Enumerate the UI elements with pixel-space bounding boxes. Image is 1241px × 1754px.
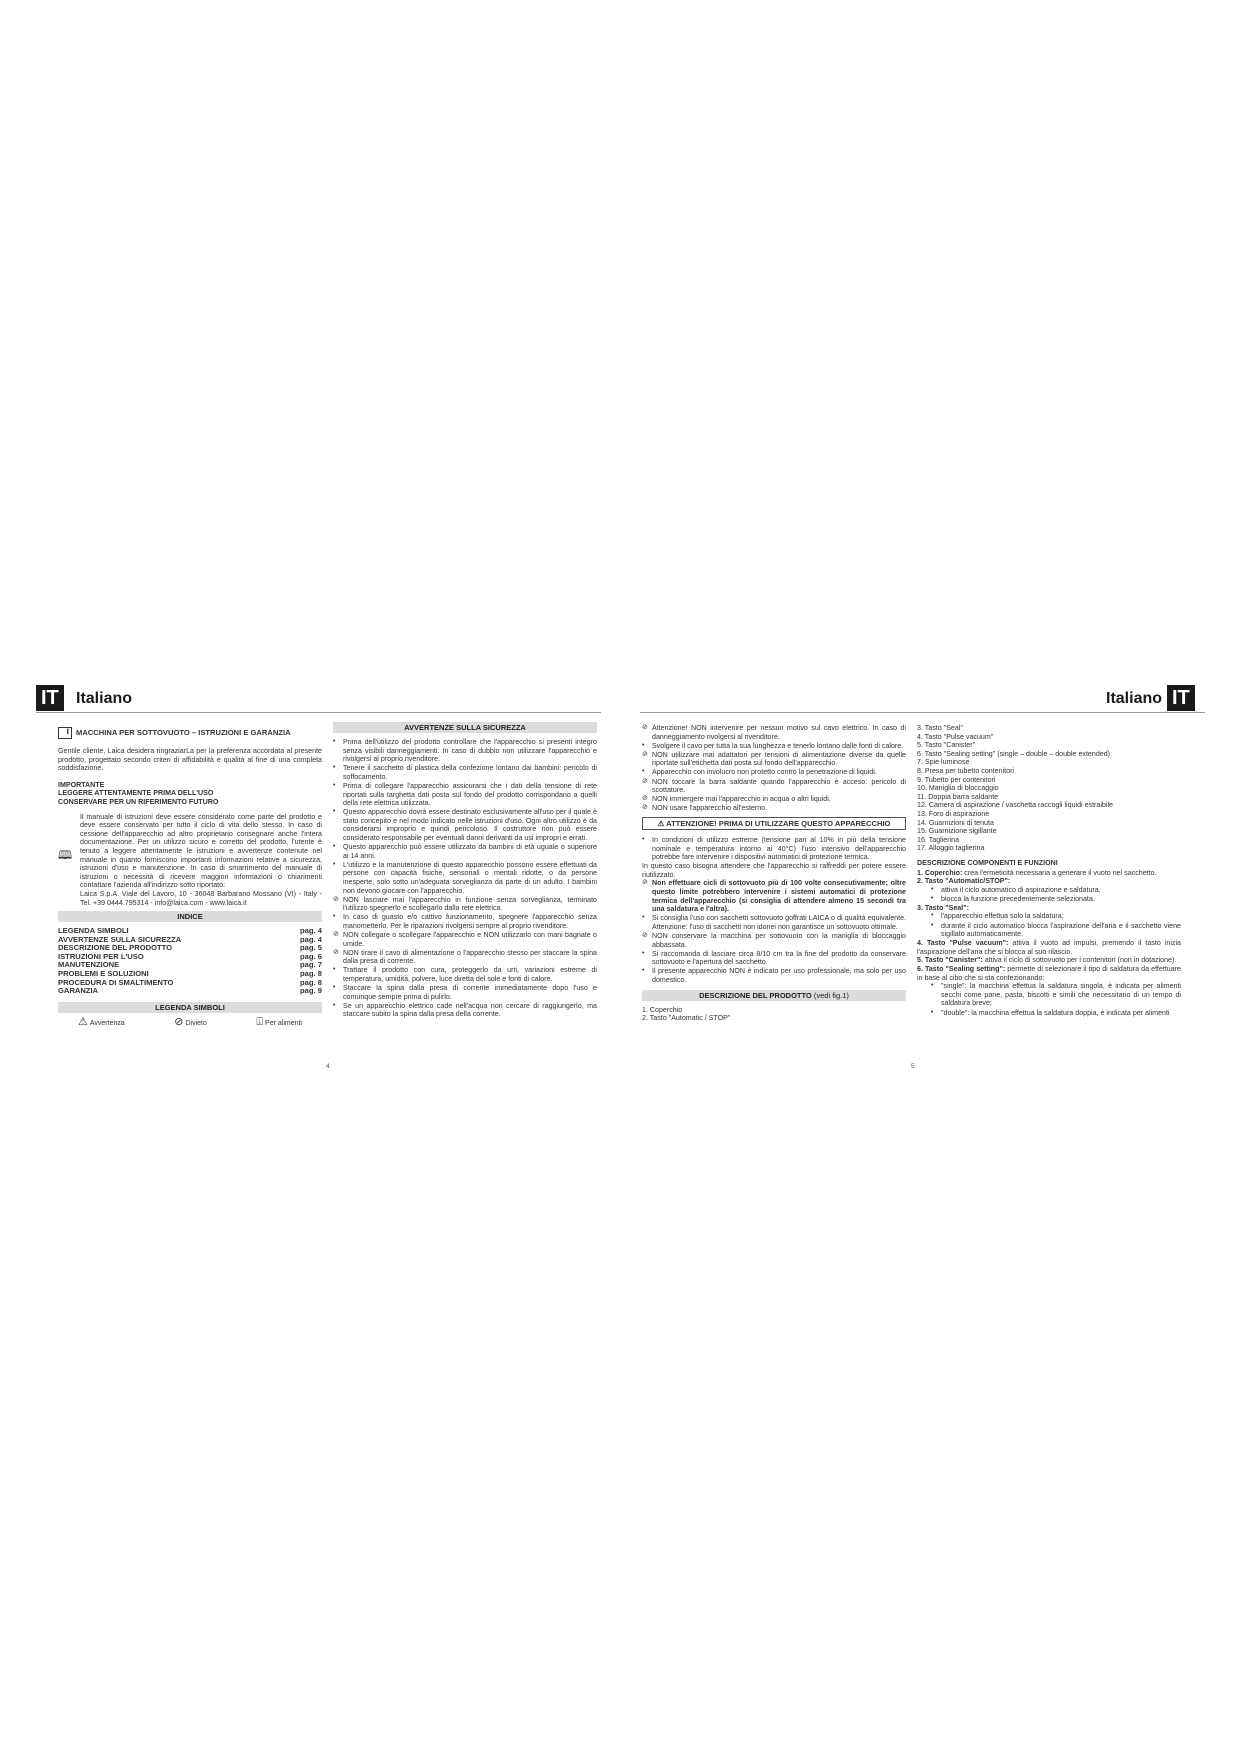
thermal-text: In condizioni di utilizzo estreme (tensione pari al 10% in più della tensione nominale e temperatura intorno ai 40°C) l'uso intensivo dell'apparecchio potrebbe fare intervenire i dispositivi automatici di protezione termica. xyxy=(652,835,906,862)
important-block xyxy=(58,781,322,807)
legend-warning xyxy=(78,1015,125,1029)
warning-item xyxy=(642,724,906,741)
intro-paragraph: Gentile cliente, Laica desidera ringraziarLa per la preferenza accordata al presente prodotto, progettato secondo criteri di affidabilità e qualità al fine di una completa soddisfazione. xyxy=(58,747,322,773)
warning-item xyxy=(642,751,906,768)
prohibition-icon: ⊘ xyxy=(174,1015,184,1028)
function-5-text: attiva il ciclo di sottovuoto per i contenitori (non in dotazione). xyxy=(982,956,1177,965)
manual-notice-text: Il manuale di istruzioni deve essere considerato come parte del prodotto e deve essere conservato per tutto il ciclo di vita dello stesso. In caso di cessione dell'apparecchio ad altro proprietario consegnare anche l'intera documentazione. Per un utilizzo sicuro e corretto del prodotto, l'utente è tenuto a leggere attentamente le istruzioni e avvertenze contenute nel manuale in quanto forniscono importanti informazioni relative a sicurezza, istruzioni d'uso e manutenzione. In caso di smarrimento del manuale di istruzioni o necessità di ricevere maggiori informazioni o chiarimenti contattare l'azienda all'indirizzo sotto riportato: xyxy=(80,812,322,890)
product-part-item: 3. Tasto "Seal" xyxy=(917,724,963,732)
safety-text: Questo apparecchio può essere utilizzato da bambini di età uguale o superiore ai 14 anni. xyxy=(343,843,597,860)
usage-note-text: Si raccomanda di lasciare circa 8/10 cm tra la fine del prodotto da conservare sottovuoto e l'apertura del sacchetto. xyxy=(652,949,906,967)
index-label: ISTRUZIONI PER L'USO xyxy=(58,951,144,961)
right-column-2 xyxy=(917,724,1181,1018)
function-5-head: 5. Tasto "Canister": xyxy=(917,956,983,965)
usage-note-text: Il presente apparecchio NON è indicato per uso professionale, ma solo per uso domestico. xyxy=(652,967,906,984)
sub-bullet-text: l'apparecchio effettua solo la saldatura; xyxy=(941,912,1064,921)
legend-prohibition-label: Divieto xyxy=(185,1019,207,1027)
sub-bullet-text: "double": la macchina effettua la saldatura doppia, è indicata per alimenti xyxy=(941,1008,1170,1017)
safety-text: NON tirare il cavo di alimentazione o l'apparecchio stesso per staccare la spina dalla presa di corrente. xyxy=(343,948,597,966)
bullet-icon: • xyxy=(642,741,645,749)
bullet-icon: • xyxy=(333,843,336,851)
index-page: pag. 8 xyxy=(300,969,322,979)
warning-text: NON usare l'apparecchio all'esterno. xyxy=(652,804,768,813)
open-book-icon: 🕮 xyxy=(58,847,73,862)
function-4-head: 4. Tasto "Pulse vacuum": xyxy=(917,939,1009,948)
right-column-1 xyxy=(642,724,906,1023)
sub-bullet-text: "single": la macchina effettua la saldatura singola, è indicata per alimenti secchi come pane, pasta, biscotti e simili che necessitano di un tempo di saldatura breve; xyxy=(941,982,1181,1008)
function-2-head: 2. Tasto "Automatic/STOP": xyxy=(917,877,1011,886)
warning-item xyxy=(642,795,906,804)
bullet-icon: • xyxy=(333,913,336,921)
bullet-icon: • xyxy=(333,1001,336,1009)
index-row xyxy=(58,987,322,996)
bullet-icon: • xyxy=(931,982,934,990)
product-part-item: 1. Coperchio xyxy=(642,1005,683,1014)
function-2-list xyxy=(917,886,1181,904)
product-part-item: 10. Maniglia di bloccaggio xyxy=(917,784,999,793)
legend-warning-label: Avvertenza xyxy=(89,1019,125,1027)
function-5 xyxy=(917,956,1181,965)
index-page: pag. 4 xyxy=(300,934,322,944)
functions-heading: DESCRIZIONE COMPONENTI E FUNZIONI xyxy=(917,858,1058,867)
bullet-icon: • xyxy=(333,966,336,974)
usage-note-text: NON conservare la macchina per sottovuoto con la maniglia di bloccaggio abbassata. xyxy=(652,931,906,949)
safety-item xyxy=(333,738,597,764)
safety-text: NON collegare o scollegare l'apparecchio e NON utilizzarlo con mani bagnate o umide. xyxy=(343,931,597,948)
safety-item xyxy=(333,843,597,860)
warning-text: NON immergere mai l'apparecchio in acqua o altri liquidi. xyxy=(652,795,831,804)
food-safe-icon: ⍗ xyxy=(256,1015,264,1028)
important-line-2: LEGGERE ATTENTAMENTE PRIMA DELL'USO xyxy=(58,789,214,798)
function-4-text: attiva il vuoto ad impulsi, premendo il tasto inizia l'aspirazione dell'aria che si blocca al suo rilascio. xyxy=(917,939,1181,956)
usage-note-item xyxy=(642,932,906,949)
product-part-item: 17. Alloggio taglierina xyxy=(917,844,985,853)
product-part-item: 5. Tasto "Canister" xyxy=(917,741,976,750)
bullet-icon: • xyxy=(931,885,934,893)
function-1-head: 1. Coperchio: xyxy=(917,868,963,877)
language-code-badge-right: IT xyxy=(1167,685,1195,711)
legend-prohibition xyxy=(174,1015,207,1029)
safety-item xyxy=(333,949,597,966)
sub-bullet-item xyxy=(931,982,1181,1008)
index-page: pag. 8 xyxy=(300,977,322,987)
index-label: PROCEDURA DI SMALTIMENTO xyxy=(58,977,174,987)
page-number-right: 5 xyxy=(911,1063,915,1070)
manual-notice xyxy=(58,813,322,908)
index-label: PROBLEMI E SOLUZIONI xyxy=(58,969,149,979)
info-book-icon xyxy=(58,727,72,739)
warning-text: NON toccare la barra saldante quando l'apparecchio è acceso: pericolo di scottature. xyxy=(652,777,906,795)
bullet-icon: • xyxy=(333,984,336,992)
header-rule-left xyxy=(36,712,601,713)
legend-food-label: Per alimenti xyxy=(265,1019,302,1027)
header-rule-right xyxy=(640,712,1205,713)
language-title-left: Italiano xyxy=(76,690,133,707)
index-page: pag. 5 xyxy=(300,943,322,953)
safety-text: Trattare il prodotto con cura, proteggerlo da urti, variazioni estreme di temperatura, umidità, polvere, luce diretta del sole e fonti di calore. xyxy=(343,966,597,984)
function-6 xyxy=(917,965,1181,982)
bullet-icon: • xyxy=(931,894,934,902)
product-description-title: DESCRIZIONE DEL PRODOTTO xyxy=(699,990,812,1000)
product-part-item: 9. Tubetto per contenitori xyxy=(917,775,996,784)
left-column-1 xyxy=(58,727,322,1028)
safety-text: Prima dell'utilizzo del prodotto controllare che l'apparecchio si presenti integro senza visibili danneggiamenti. In caso di dubbio non utilizzare l'apparecchio e rivolgersi al proprio rivenditore. xyxy=(343,738,597,764)
product-parts-list xyxy=(917,724,1181,853)
safety-text: Prima di collegare l'apparecchio assicurarsi che i dati della tensione di rete riportati sulla targhetta dati posta sul fondo del prodotto corrispondano a quelli della rete elettrica utilizzata. xyxy=(343,781,597,808)
product-part-item: 7. Spie luminose xyxy=(917,758,970,767)
attention-box xyxy=(642,817,906,830)
product-part-item: 8. Presa per tubetto contenitori xyxy=(917,766,1015,775)
product-part-item: 13. Foro di aspirazione xyxy=(917,809,990,818)
thermal-item xyxy=(642,836,906,862)
usage-note-item xyxy=(642,914,906,931)
function-3-list xyxy=(917,912,1181,938)
function-3-head: 3. Tasto "Seal": xyxy=(917,903,969,912)
index-label: LEGENDA SIMBOLI xyxy=(58,926,129,936)
bullet-icon: • xyxy=(931,921,934,929)
bullet-icon: • xyxy=(642,914,645,922)
warning-triangle-icon: ⚠ xyxy=(78,1015,88,1028)
bullet-icon: • xyxy=(931,1008,934,1016)
thermal-list xyxy=(642,836,906,862)
safety-heading: AVVERTENZE SULLA SICUREZZA xyxy=(333,722,597,733)
prohibition-icon: ⊘ xyxy=(333,931,339,939)
warning-text: Attenzione! NON intervenire per nessun motivo sul cavo elettrico. In caso di danneggiamento rivolgersi al rivenditore. xyxy=(652,724,906,741)
language-code-badge-left: IT xyxy=(36,685,64,711)
important-line-3: CONSERVARE PER UN RIFERIMENTO FUTURO xyxy=(58,797,219,806)
sub-bullet-item xyxy=(931,922,1181,939)
important-line-1: IMPORTANTE xyxy=(58,780,105,789)
safety-item xyxy=(333,861,597,895)
prohibition-icon: ⊘ xyxy=(642,931,648,939)
prohibition-icon: ⊘ xyxy=(642,795,648,803)
prohibition-icon: ⊘ xyxy=(333,948,339,956)
warning-item xyxy=(642,742,906,751)
safety-item xyxy=(333,966,597,983)
page-number-left: 4 xyxy=(326,1063,330,1070)
safety-text: NON lasciare mai l'apparecchio in funzione senza sorveglianza, terminato l'utilizzo spegnerlo e scollegarlo dalla rete elettrica. xyxy=(343,895,597,913)
product-part-item: 12. Camera di aspirazione / vaschetta raccogli liquidi estraibile xyxy=(917,801,1113,810)
product-part-item: 14. Guarnizioni di tenuta xyxy=(917,818,994,827)
bullet-icon: • xyxy=(333,860,336,868)
product-part-item: 11. Doppia barra saldante xyxy=(917,792,999,801)
product-part-item: 2. Tasto "Automatic / STOP" xyxy=(642,1014,731,1023)
legend-symbols xyxy=(58,1015,322,1029)
attention-warning-icon: ⚠ xyxy=(657,818,665,828)
warning-text: Apparecchio con involucro non protetto contro la penetrazione di liquidi. xyxy=(652,768,877,777)
sub-bullet-item xyxy=(931,1009,1181,1018)
function-6-head: 6. Tasto "Sealing setting": xyxy=(917,965,1006,974)
bold-warning-text: Non effettuare cicli di sottovuoto più di 100 volte consecutivamente; oltre questo limite potrebbero intervenire i sistemi automatici di protezione termica dell'apparecchio (si consiglia di attendere almeno 15 secondi tra una saldatura e l'altra). xyxy=(652,879,906,914)
product-description-suffix: (vedi fig.1) xyxy=(813,990,849,1000)
bold-warning-list xyxy=(642,879,906,913)
safety-item xyxy=(333,896,597,913)
manual-title-text: MACCHINA PER SOTTOVUOTO – ISTRUZIONI E GARANZIA xyxy=(76,727,291,737)
warnings-list xyxy=(642,724,906,813)
legend-food xyxy=(256,1015,302,1029)
sub-bullet-item xyxy=(931,895,1181,904)
bullet-icon: • xyxy=(333,764,336,772)
bullet-icon: • xyxy=(333,781,336,789)
prohibition-icon: ⊘ xyxy=(333,895,339,903)
index-label: AVVERTENZE SULLA SICUREZZA xyxy=(58,934,182,944)
index-list xyxy=(58,927,322,996)
bullet-icon: • xyxy=(642,835,645,843)
function-4 xyxy=(917,939,1181,956)
function-1-text: crea l'ermeticità necessaria a generare il vuoto nel sacchetto. xyxy=(962,868,1157,877)
usage-note-item xyxy=(642,967,906,984)
prohibition-icon: ⊘ xyxy=(642,724,648,731)
prohibition-icon: ⊘ xyxy=(642,777,648,785)
index-label: MANUTENZIONE xyxy=(58,960,120,970)
index-page: pag. 9 xyxy=(300,986,322,996)
function-6-list xyxy=(917,982,1181,1017)
prohibition-icon: ⊘ xyxy=(642,750,648,758)
prohibition-icon: ⊘ xyxy=(642,879,648,887)
bullet-icon: • xyxy=(642,768,645,776)
attention-box-text: ATTENZIONE! PRIMA DI UTILIZZARE QUESTO APPARECCHIO xyxy=(666,818,891,828)
language-title-right: Italiano xyxy=(1106,690,1163,707)
safety-text: L'utilizzo e la manutenzione di questo apparecchio possono essere effettuati da persone con capacità fisiche, sensoriali o mentali ridotte, o da persone inesperte, solo sotto un'adeguata sorveglianza da parte di un adulto. I bambini non devono giocare con l'apparecchio. xyxy=(343,860,597,895)
safety-text: Tenere il sacchetto di plastica della confezione lontano dai bambini: pericolo di soffocamento. xyxy=(343,764,597,781)
index-label: GARANZIA xyxy=(58,986,99,996)
function-6-text: permette di selezionare il tipo di saldatura da effettuare in base al cibo che si sta confezionando: xyxy=(917,965,1181,982)
index-page: pag. 6 xyxy=(300,951,322,961)
safety-item xyxy=(333,782,597,808)
safety-item xyxy=(333,1002,597,1019)
cooldown-text: In questo caso bisogna attendere che l'apparecchio si raffreddi per potere essere riutilizzato. xyxy=(642,862,906,879)
product-part-item: 6. Tasto "Sealing setting" (single – double – double extended) xyxy=(917,749,1111,758)
left-column-2 xyxy=(333,722,597,1020)
usage-notes-list xyxy=(642,914,906,984)
product-parts-list-start xyxy=(642,1006,906,1023)
safety-item xyxy=(333,808,597,842)
safety-item xyxy=(333,984,597,1001)
safety-text: Staccare la spina dalla presa di corrente immediatamente dopo l'uso e comunque sempre prima di pulirlo. xyxy=(343,984,597,1001)
prohibition-icon: ⊘ xyxy=(642,804,648,812)
manual-title xyxy=(58,727,322,739)
safety-text: Questo apparecchio dovrà essere destinato esclusivamente all'uso per il quale è stato concepito e nel modo indicato nelle istruzioni d'uso. Ogni altro utilizzo è da considerarsi improprio e quindi pericoloso. Il costruttore non può essere considerato responsabile per eventuali danni derivanti da usi impropri e errati. xyxy=(343,808,597,843)
product-part-item: 15. Guarnizione sigillante xyxy=(917,827,997,836)
index-heading: INDICE xyxy=(58,911,322,922)
bullet-icon: • xyxy=(333,808,336,816)
sub-bullet-item xyxy=(931,912,1181,921)
product-part-item: 16. Taglierina xyxy=(917,835,960,844)
sub-bullet-item xyxy=(931,886,1181,895)
function-1 xyxy=(917,869,1181,878)
warning-text: NON utilizzare mai adattatori per tensioni di alimentazione diverse da quelle riportate sull'etichetta dati posta sul fondo dell'apparecchio. xyxy=(652,750,906,768)
safety-text: Se un apparecchio elettrico cade nell'acqua non cercare di raggiungerlo, ma staccare subito la spina dalla presa della corrente. xyxy=(343,1001,597,1019)
usage-note-item xyxy=(642,950,906,967)
sub-bullet-text: durante il ciclo automatico blocca l'aspirazione dell'aria e il sacchetto viene sigillato automaticamente. xyxy=(941,921,1181,939)
index-page: pag. 7 xyxy=(300,960,322,970)
bullet-icon: • xyxy=(642,967,645,975)
warning-item xyxy=(642,768,906,777)
sub-bullet-text: blocca la funzione precedentemente selezionata. xyxy=(941,894,1095,903)
safety-text: In caso di guasto e/o cattivo funzionamento, spegnere l'apparecchio senza manometterlo. Per le riparazioni rivolgersi sempre al proprio rivenditore. xyxy=(343,913,597,930)
company-address: Laica S.p.A. Viale del Lavoro, 10 - 36048 Barbarano Mossano (VI) - Italy - Tel. +39 0444.795314 - info@laica.com - www.laica.it xyxy=(80,889,322,907)
safety-item xyxy=(333,764,597,781)
warning-text: Svolgere il cavo per tutta la sua lunghezza e tenerlo lontano dalle fonti di calore. xyxy=(652,741,904,750)
safety-item xyxy=(333,913,597,930)
legend-heading: LEGENDA SIMBOLI xyxy=(58,1002,322,1013)
warning-item xyxy=(642,804,906,813)
product-part-item: 4. Tasto "Pulse vacuum" xyxy=(917,732,994,741)
bold-warning xyxy=(642,879,906,913)
sub-bullet-text: attiva il ciclo automatico di aspirazione e saldatura, xyxy=(941,885,1101,894)
bullet-icon: • xyxy=(333,738,336,745)
bullet-icon: • xyxy=(642,949,645,957)
product-description-heading xyxy=(642,990,906,1001)
index-page: pag. 4 xyxy=(300,926,322,936)
bullet-icon: • xyxy=(931,912,934,920)
safety-list xyxy=(333,738,597,1019)
index-label: DESCRIZIONE DEL PRODOTTO xyxy=(58,943,173,953)
usage-note-text: Si consiglia l'uso con sacchetti sottovuoto goffrati LAICA o di qualità equivalente. Attenzione: l'uso di sacchetti non idonei non garantisce un sottovuoto ottimale. xyxy=(652,914,906,931)
warning-item xyxy=(642,778,906,795)
safety-item xyxy=(333,931,597,948)
